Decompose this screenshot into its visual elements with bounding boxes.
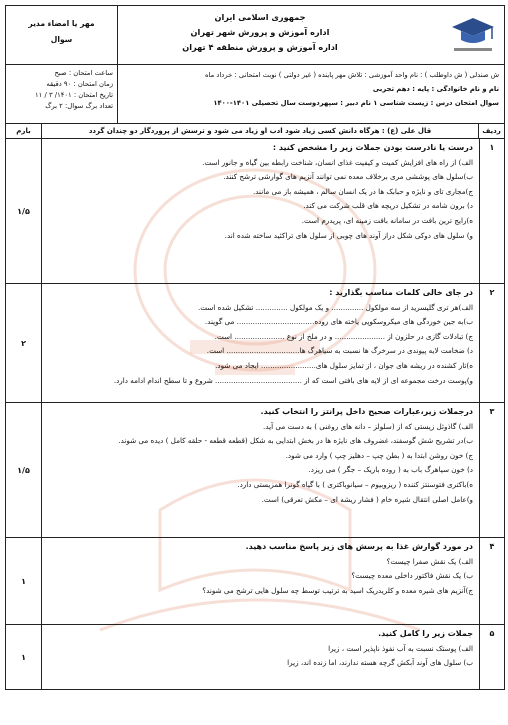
question-title: در جای خالی کلمات مناسب بگذارید : <box>329 288 473 297</box>
column-header <box>6 124 504 139</box>
exam-sheet <box>5 5 505 690</box>
question-score: ۲ <box>21 338 26 348</box>
question-item: الف) یک نقش صفرا چیست؟ <box>386 556 473 566</box>
column-score-header: بارم <box>16 127 31 135</box>
column-number-header: ردیف <box>478 124 504 138</box>
question-item: الف) پوستک نسبت به آب نفوذ ناپذیر است ، زیرا <box>328 643 473 653</box>
question-number: ۴ <box>479 538 504 624</box>
seal-label: مهر یا امضاء مدیر <box>28 19 95 28</box>
exam-duration: زمان امتحان : ۹۰ دقیقه <box>46 80 113 88</box>
school-info-line: ش صندلی ( ش داوطلب ) : نام واحد آموزشی : تلاش مهر پاینده ( غیر دولتی ) نوبت امتحانی : خرداد ماه <box>204 71 499 79</box>
header-titles <box>176 10 344 55</box>
question-body <box>41 139 479 283</box>
column-quote-header: قال علی (ع) : هرگاه دانش کسی زیاد شود ادب او زیاد می شود و ترسش از پروردگار دو چندان گردد <box>41 124 478 138</box>
question-item: الف) از راه های افزایش کمیت و کیفیت غذای انسان، شناخت رابطه بین گیاه و جانور است. <box>202 157 473 167</box>
question-item: د) خون سیاهرگ باب به ( روده باریک – جگر ) می ریزد. <box>308 465 473 475</box>
exam-info-row <box>6 65 504 124</box>
question-title: درست یا نادرست بودن جملات زیر را مشخص کنید : <box>272 143 473 152</box>
question-title: درجملات زیر،عبارات صحیح داخل پرانتز را انتخاب کنید. <box>260 407 473 416</box>
header-title-2: اداره آموزش و پرورش شهر تهران <box>190 27 330 37</box>
question-item: ب)در تشریح شش گوسفند، غضروف های نایژه ها در بخش ابتدایی به شکل (قطعه قطعه - حلقه کامل ) دیده می شوند. <box>118 436 473 446</box>
question-row <box>6 284 504 403</box>
header-title-1: جمهوری اسلامی ایران <box>214 12 306 22</box>
exam-date: تاریخ امتحان : ۱۴۰۱/ ۳ / ۱۱ <box>35 91 113 99</box>
question-item: ه)باکتری فتوسنتز کننده ( ریزوبیوم – سیانوباکتری ) با گیاه گونرا همزیستی دارد. <box>237 479 473 489</box>
question-score: ۱ <box>21 576 26 586</box>
student-info <box>118 65 504 123</box>
exam-time-info <box>6 65 118 123</box>
question-score: ۱ <box>21 652 26 662</box>
question-number: ۳ <box>479 403 504 537</box>
question-item: د) برون شامه در تشکیل دریچه های قلب شرکت می کند. <box>303 201 473 211</box>
question-body <box>41 403 479 537</box>
question-item: ه)تار کشنده در ریشه های جوان ، از تمایز سلول های........................ ایجاد می شود. <box>215 360 473 370</box>
exam-header <box>6 6 504 65</box>
question-item: ج) خون روشن ابتدا به ( بطن چپ – دهلیز چپ ) وارد می شود. <box>285 450 473 460</box>
question-body <box>41 625 479 689</box>
question-item: ب)به جین خوردگی های میکروسکوپی یاخته های روده.................................. می گویند. <box>204 317 473 327</box>
question-item: د) ضخامت لایه پیوندی در سرخرگ ها نسبت به سیاهرگ ها................................ است. <box>206 346 473 356</box>
question-item: و)پوست درخت مجموعه ای از لایه های بافتی است که از ...................................... شروع و تا سطح اندام ادامه دارد. <box>113 375 473 385</box>
question-body <box>41 284 479 402</box>
course-info-line: سوال امتحان درس : زیست شناسی ۱ نام دبیر : سپهردوست سال تحصیلی ۱۴۰۱-۱۴۰۰ <box>213 99 499 107</box>
question-row <box>6 139 504 284</box>
question-number: ۵ <box>479 625 504 689</box>
exam-session: ساعت امتحان : صبح <box>54 69 113 77</box>
graduation-cap-icon <box>448 12 498 56</box>
question-score: ۱/۵ <box>17 206 30 216</box>
question-score: ۱/۵ <box>17 465 30 475</box>
question-item: الف)هر تری گلیسرید از سه مولکول .............. و یک مولکول .............. تشکیل شده است. <box>197 302 473 312</box>
question-item: ب)سلول های پوششی مری برخلاف معده نمی توانند آنزیم های گوارشی ترشح کنند. <box>223 172 473 182</box>
exam-page-count: تعداد برگ سوال: ۲ برگ <box>45 102 113 110</box>
question-title: جملات زیر را کامل کنید. <box>378 629 473 638</box>
header-title-3: اداره آموزش و پرورش منطقه ۴ تهران <box>182 42 338 52</box>
question-number: ۲ <box>479 284 504 402</box>
question-item: و)عامل اصلی انتقال شیره خام ( فشار ریشه ای – مکش تعرقی) است. <box>261 494 473 504</box>
question-title: در مورد گوارش غذا به پرسش های زیر پاسخ مناسب دهید. <box>245 542 473 551</box>
seal-box <box>6 6 118 64</box>
question-item: ج) تبادلات گازی در حلزون از ...................... و در ملخ از نوع ...................... است. <box>214 331 473 341</box>
question-row <box>6 625 504 689</box>
question-list <box>6 139 504 689</box>
student-name-line: نام و نام خانوادگی : پایه : دهم تجربی <box>372 85 499 93</box>
question-item: الف) گاذوئل زیستی که از (سلولز – دانه های روغنی ) به دست می آید. <box>263 421 473 431</box>
question-row <box>6 403 504 538</box>
question-item: ه)رایج ترین بافت در سامانه بافت زمینه ای، پریدرم است. <box>301 215 473 225</box>
question-number: ۱ <box>479 139 504 283</box>
question-item: ب) یک نقش فاکتور داخلی معده چیست؟ <box>351 571 473 581</box>
seal-sub-label: سوال <box>50 35 73 44</box>
question-body <box>41 538 479 624</box>
question-item: و) سلول های دوکی شکل دراز آوند های چوبی از سلول های تراکئید ساخته شده اند. <box>224 230 473 240</box>
question-item: ج)آنزیم های شیره معده و کلریدریک اسید به ترتیب توسط چه سلول هایی ترشح می شوند؟ <box>202 585 473 595</box>
question-item: ب) سلول های آوند آبکش گرچه هسته ندارند، اما زنده اند، زیرا <box>287 658 473 668</box>
question-row <box>6 538 504 625</box>
question-item: ج)مجاری تای و نایژه و حبابک ها در یک انسان سالم ، همیشه باز می مانند. <box>252 186 473 196</box>
